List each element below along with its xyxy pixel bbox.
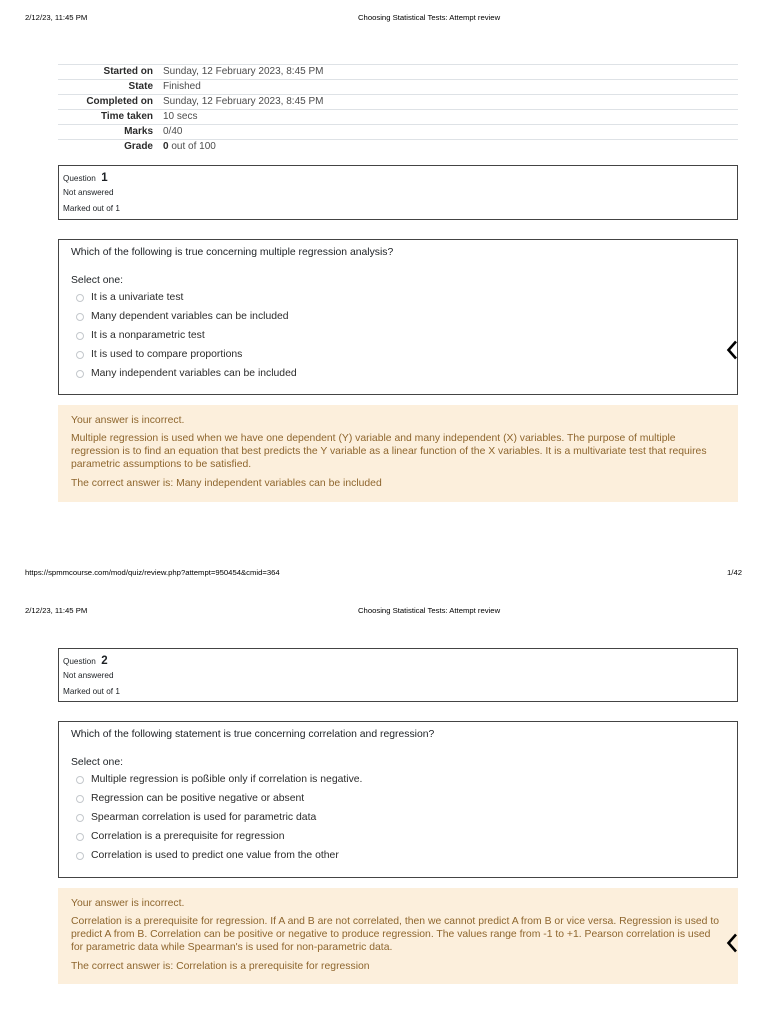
summary-value: 0/40 (163, 126, 183, 137)
radio-button (76, 313, 84, 321)
feedback-status: Your answer is incorrect. (71, 414, 185, 426)
answer-option (59, 365, 737, 384)
question-state: Not answered (63, 671, 114, 680)
radio-button (76, 776, 84, 784)
answer-option (59, 346, 737, 365)
summary-row-time-taken (58, 109, 738, 124)
answer-option-label: Many dependent variables can be included (91, 310, 289, 322)
summary-row-started-on (58, 64, 738, 79)
radio-button (76, 294, 84, 302)
question-label: Question (63, 657, 96, 666)
feedback-status: Your answer is incorrect. (71, 897, 185, 909)
feedback-explanation: Correlation is a prerequisite for regression. If A and B are not correlated, then we cannot predict A from B or vice versa. Regression is used to predict A from B. Correlation can be positive or negative to produce regression. The values range from -1 to +1. Pearson correlation is used for parametric data while Spearman's is used for non-parametric data. (71, 915, 720, 953)
question-info-box (58, 648, 738, 702)
summary-label: State (128, 81, 153, 92)
feedback-explanation: Multiple regression is used when we have one dependent (Y) variable and many independent (X) variables. The purpose of multiple regression is to find an equation that best predicts the Y variable as a linear function of the X variables. It is a multivariate test that requires parametric assumptions to be satisfied. (71, 432, 707, 470)
print-header-title: Choosing Statistical Tests: Attempt review (358, 606, 501, 615)
summary-label: Completed on (86, 96, 153, 107)
question-mark: Marked out of 1 (63, 204, 120, 213)
correct-answer: The correct answer is: Correlation is a prerequisite for regression (71, 960, 370, 972)
answer-option (59, 789, 737, 808)
answer-option (59, 307, 737, 326)
summary-label: Time taken (100, 111, 153, 122)
answer-options-list (59, 288, 737, 384)
question-number (63, 170, 108, 186)
radio-button (76, 833, 84, 841)
answer-option (59, 847, 737, 866)
answer-option (59, 828, 737, 847)
answer-option-label: Correlation is used to predict one value from the other (91, 850, 339, 862)
print-header-title: Choosing Statistical Tests: Attempt review (358, 13, 501, 22)
summary-value (163, 140, 216, 154)
grade-out-of: out of 100 (171, 141, 216, 152)
answer-options-list (59, 770, 737, 866)
summary-value: Sunday, 12 February 2023, 8:45 PM (163, 96, 324, 107)
correct-answer: The correct answer is: Many independent variables can be included (71, 477, 382, 489)
chevron-left-icon (724, 339, 740, 361)
feedback-box (58, 888, 738, 984)
grade-score: 0 (163, 141, 169, 152)
print-header-datetime: 2/12/23, 11:45 PM (25, 13, 88, 22)
question-number-value: 1 (101, 172, 108, 184)
radio-button (76, 332, 84, 340)
print-footer-url: https://spmmcourse.com/mod/quiz/review.php?attempt=950454&cmid=364 (25, 568, 280, 577)
radio-button (76, 351, 84, 359)
question-info-box (58, 165, 738, 220)
radio-button (76, 852, 84, 860)
question-formulation-box (58, 721, 738, 878)
question-state: Not answered (63, 188, 114, 197)
answer-option-label: It is a univariate test (91, 291, 184, 303)
question-text: Which of the following is true concerning multiple regression analysis? (71, 247, 394, 258)
question-text: Which of the following statement is true concerning correlation and regression? (71, 729, 435, 740)
answer-option-label: Regression can be positive negative or absent (91, 792, 305, 804)
answer-option (59, 326, 737, 345)
answer-option (59, 808, 737, 827)
answer-option-label: It is used to compare proportions (91, 349, 243, 361)
radio-button (76, 370, 84, 378)
summary-value: Sunday, 12 February 2023, 8:45 PM (163, 66, 324, 77)
summary-row-marks (58, 124, 738, 139)
summary-row-grade (58, 139, 738, 154)
summary-row-state (58, 79, 738, 94)
drawer-toggle-button[interactable] (724, 932, 740, 954)
chevron-left-icon (724, 932, 740, 954)
radio-button (76, 814, 84, 822)
summary-label: Marks (124, 126, 153, 137)
answer-option (59, 770, 737, 789)
answer-option-label: Multiple regression is poßible only if correlation is negative. (91, 773, 363, 785)
question-mark: Marked out of 1 (63, 687, 120, 696)
answer-option-label: Spearman correlation is used for parametric data (91, 811, 317, 823)
answer-prompt: Select one: (71, 757, 123, 768)
summary-label: Grade (124, 141, 153, 152)
answer-option-label: Many independent variables can be included (91, 368, 297, 380)
summary-label: Started on (103, 66, 153, 77)
feedback-box (58, 405, 738, 502)
question-number-value: 2 (101, 655, 108, 667)
attempt-summary-table (58, 64, 738, 154)
answer-prompt: Select one: (71, 275, 123, 286)
print-header-datetime: 2/12/23, 11:45 PM (25, 606, 88, 615)
drawer-toggle-button[interactable] (724, 339, 740, 361)
question-number (63, 653, 108, 669)
print-page-number: 1/42 (727, 568, 742, 577)
answer-option-label: Correlation is a prerequisite for regression (91, 831, 285, 843)
answer-option (59, 288, 737, 307)
summary-row-completed-on (58, 94, 738, 109)
summary-value: 10 secs (163, 111, 198, 122)
summary-value: Finished (163, 81, 201, 92)
radio-button (76, 795, 84, 803)
question-label: Question (63, 174, 96, 183)
question-formulation-box (58, 239, 738, 395)
answer-option-label: It is a nonparametric test (91, 329, 205, 341)
